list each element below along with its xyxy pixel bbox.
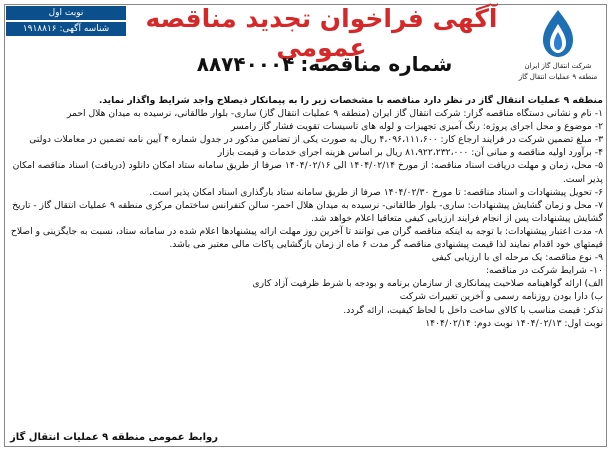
round-badge: نوبت اول xyxy=(6,6,126,20)
logo-caption-1: شرکت انتقال گاز ایران xyxy=(524,62,592,70)
note-text: تذکر: قیمت مناسب با کالای ساخت داخل با لحاظ کیفیت، ارائه گردد. xyxy=(343,304,603,316)
item-2: ۲- موضوع و محل اجرای پروژه: رنگ آمیزی تجهیزات و لوله های تاسیسات تقویت فشار گاز رامسر xyxy=(230,121,603,133)
company-logo xyxy=(513,8,603,88)
item-9: ۹- نوع مناقصه: یک مرحله ای با ارزیابی کیفی xyxy=(431,252,603,264)
item-8: ۸- مدت اعتبار پیشنهادات: با توجه به اینکه مناقصه گران می توانند تا آخرین روز مهلت ارائه پیشنهادها اعلام شده در سامانه ستاد، نسبت به جایگزینی و اصلاح قیمتهای خود اقدام نمایند لذا قیمت پیشنهادی مناقصه گر مدت ۶ ماه از زمان بازگشایی پاکات مالی معتبر می باشد. xyxy=(10,225,603,251)
item-6: ۶- تحویل پیشنهادات و اسناد مناقصه: تا مورخ ۱۴۰۴/۰۲/۳۰ صرفا از طریق سامانه ستاد بارگذاری اسناد امکان پذیر است. xyxy=(149,186,603,198)
item-5: ۵- محل، زمان و مهلت دریافت اسناد مناقصه: از مورخ ۱۴۰۴/۰۲/۱۴ الی ۱۴۰۴/۰۲/۱۶ صرفا از طریق سامانه ستاد امکان دانلود (دریافت) اسناد مناقصه امکان پذیر است. xyxy=(12,160,603,185)
item-4: ۴- برآورد اولیه مناقصه و مبانی آن: ۸۱،۹۲۲،۲۳۲،۰۰۰ ریال بر اساس هزینه اجرای خدمات و قیمت بازار xyxy=(217,147,603,159)
gas-flame-icon xyxy=(535,8,581,60)
condition-b: ب) دارا بودن روزنامه رسمی و آخرین تغییرات شرکت xyxy=(399,291,603,303)
item-1: ۱- نام و نشانی دستگاه مناقصه گزار: شرکت انتقال گاز ایران (منطقه ۹ عملیات انتقال گاز) ساری- بلوار طالقانی، نرسیده به میدان هلال احمر xyxy=(66,108,603,120)
item-3: ۳- مبلغ تضمین شرکت در فرایند ارجاع کار: ۴،۰۹۶،۱۱۱،۶۰۰ ریال به صورت یکی از تضامین مذکور در جدول شماره ۴ آیین نامه تضمین در معاملات دولتی xyxy=(29,134,603,146)
tender-number-label: شماره مناقصه: xyxy=(300,52,453,76)
logo-caption-2: منطقه ۹ عملیات انتقال گاز xyxy=(518,73,598,81)
public-relations-signature: روابط عمومی منطقه ۹ عملیات انتقال گاز xyxy=(10,432,218,443)
ad-code-badge: شناسه آگهی: ۱۹۱۸۸۱۶ xyxy=(6,22,126,36)
item-7: ۷- محل و زمان گشایش پیشنهادات: ساری- بلوار طالقانی- نرسیده به میدان هلال احمر- سالن کنفرانس ساختمان مرکزی منطقه ۹ عملیات انتقال گاز - تاریخ گشایش پیشنهادات پس از انجام فرایند ارزیابی کیفی متعاقبا اعلام خواهد شد. xyxy=(12,199,603,224)
intro-text: منطقه ۹ عملیات انتقال گاز در نظر دارد مناقصه با مشخصات زیر را به پیمانکار ذیصلاح واجد شرایط واگذار نماید. xyxy=(98,95,603,106)
side-info xyxy=(6,6,126,36)
item-10: ۱۰- شرایط شرکت در مناقصه: xyxy=(485,265,603,277)
tender-number-line xyxy=(140,52,503,76)
tender-number: ۸۸۷۴۰۰۰۴ xyxy=(196,52,295,76)
announcement-body xyxy=(10,94,603,330)
publication-dates: نوبت اول: ۱۴۰۴/۰۲/۱۳ نوبت دوم: ۱۴۰۴/۰۲/۱۴ xyxy=(425,317,603,329)
page-title: آگهی فراخوان تجدید مناقصه عمومی xyxy=(145,4,498,62)
condition-a: الف) ارائه گواهینامه صلاحیت پیمانکاری از سازمان برنامه و بودجه با شرط ظرفیت آزاد کاری xyxy=(252,278,603,290)
